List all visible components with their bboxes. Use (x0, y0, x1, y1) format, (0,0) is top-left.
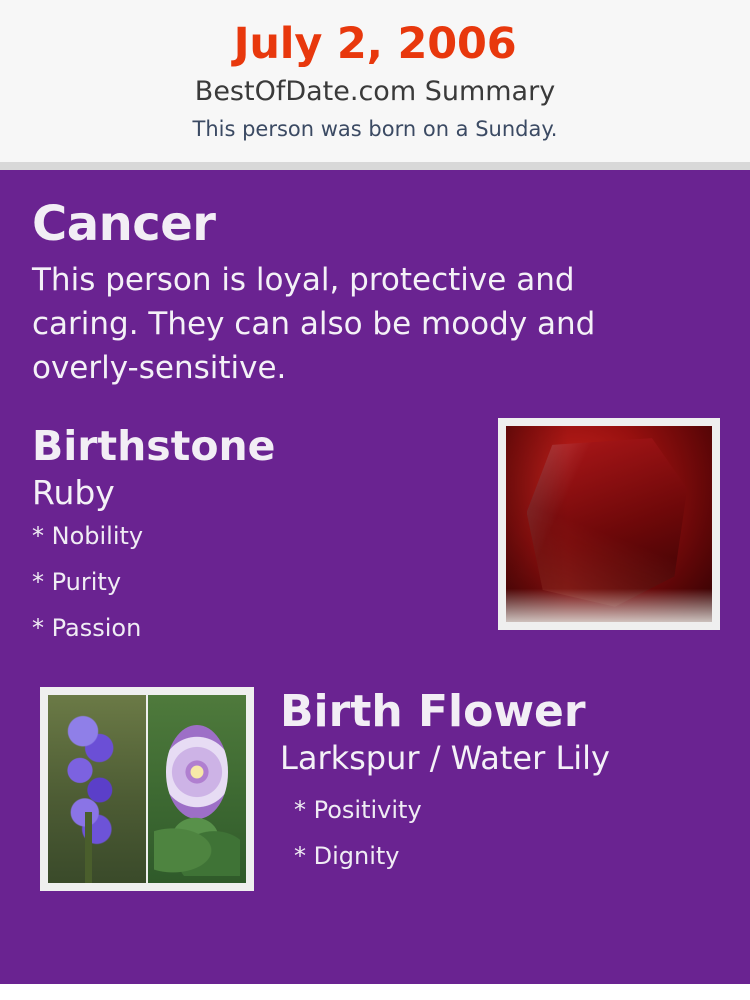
birth-flower-heading: Birth Flower (280, 686, 586, 738)
header-divider (0, 162, 750, 170)
birthstone-trait: * Nobility (32, 522, 144, 551)
larkspur-water-lily-photo (40, 687, 254, 891)
birthstone-heading: Birthstone (32, 422, 276, 471)
page-header (0, 0, 750, 162)
birth-flower-trait: * Positivity (294, 796, 422, 825)
birth-flower-name: Larkspur / Water Lily (280, 739, 610, 778)
birthstone-name: Ruby (32, 472, 115, 512)
birthstone-section (32, 424, 718, 651)
site-summary-label: BestOfDate.com Summary (194, 75, 556, 107)
birth-flower-trait: * Dignity (294, 841, 400, 870)
page-title-date: July 2, 2006 (233, 19, 517, 69)
details-panel (0, 170, 750, 984)
zodiac-sign-title: Cancer (32, 195, 216, 252)
birth-flower-section (32, 687, 718, 907)
weekday-note: This person was born on a Sunday. (192, 117, 558, 142)
zodiac-description: This person is loyal, protective and caring. They can also be moody and overly-sensitive. (32, 262, 596, 387)
birth-flower-traits (280, 788, 718, 879)
zodiac-section (32, 195, 718, 391)
ruby-gemstone-image (506, 426, 712, 622)
ruby-gemstone-photo (498, 418, 720, 630)
birth-flower-text (280, 687, 718, 879)
larkspur-image (48, 695, 146, 883)
birthstone-trait: * Purity (32, 568, 122, 596)
birthstone-trait: * Passion (32, 613, 142, 642)
water-lily-image (148, 695, 246, 883)
flower-image-pair (48, 695, 246, 883)
